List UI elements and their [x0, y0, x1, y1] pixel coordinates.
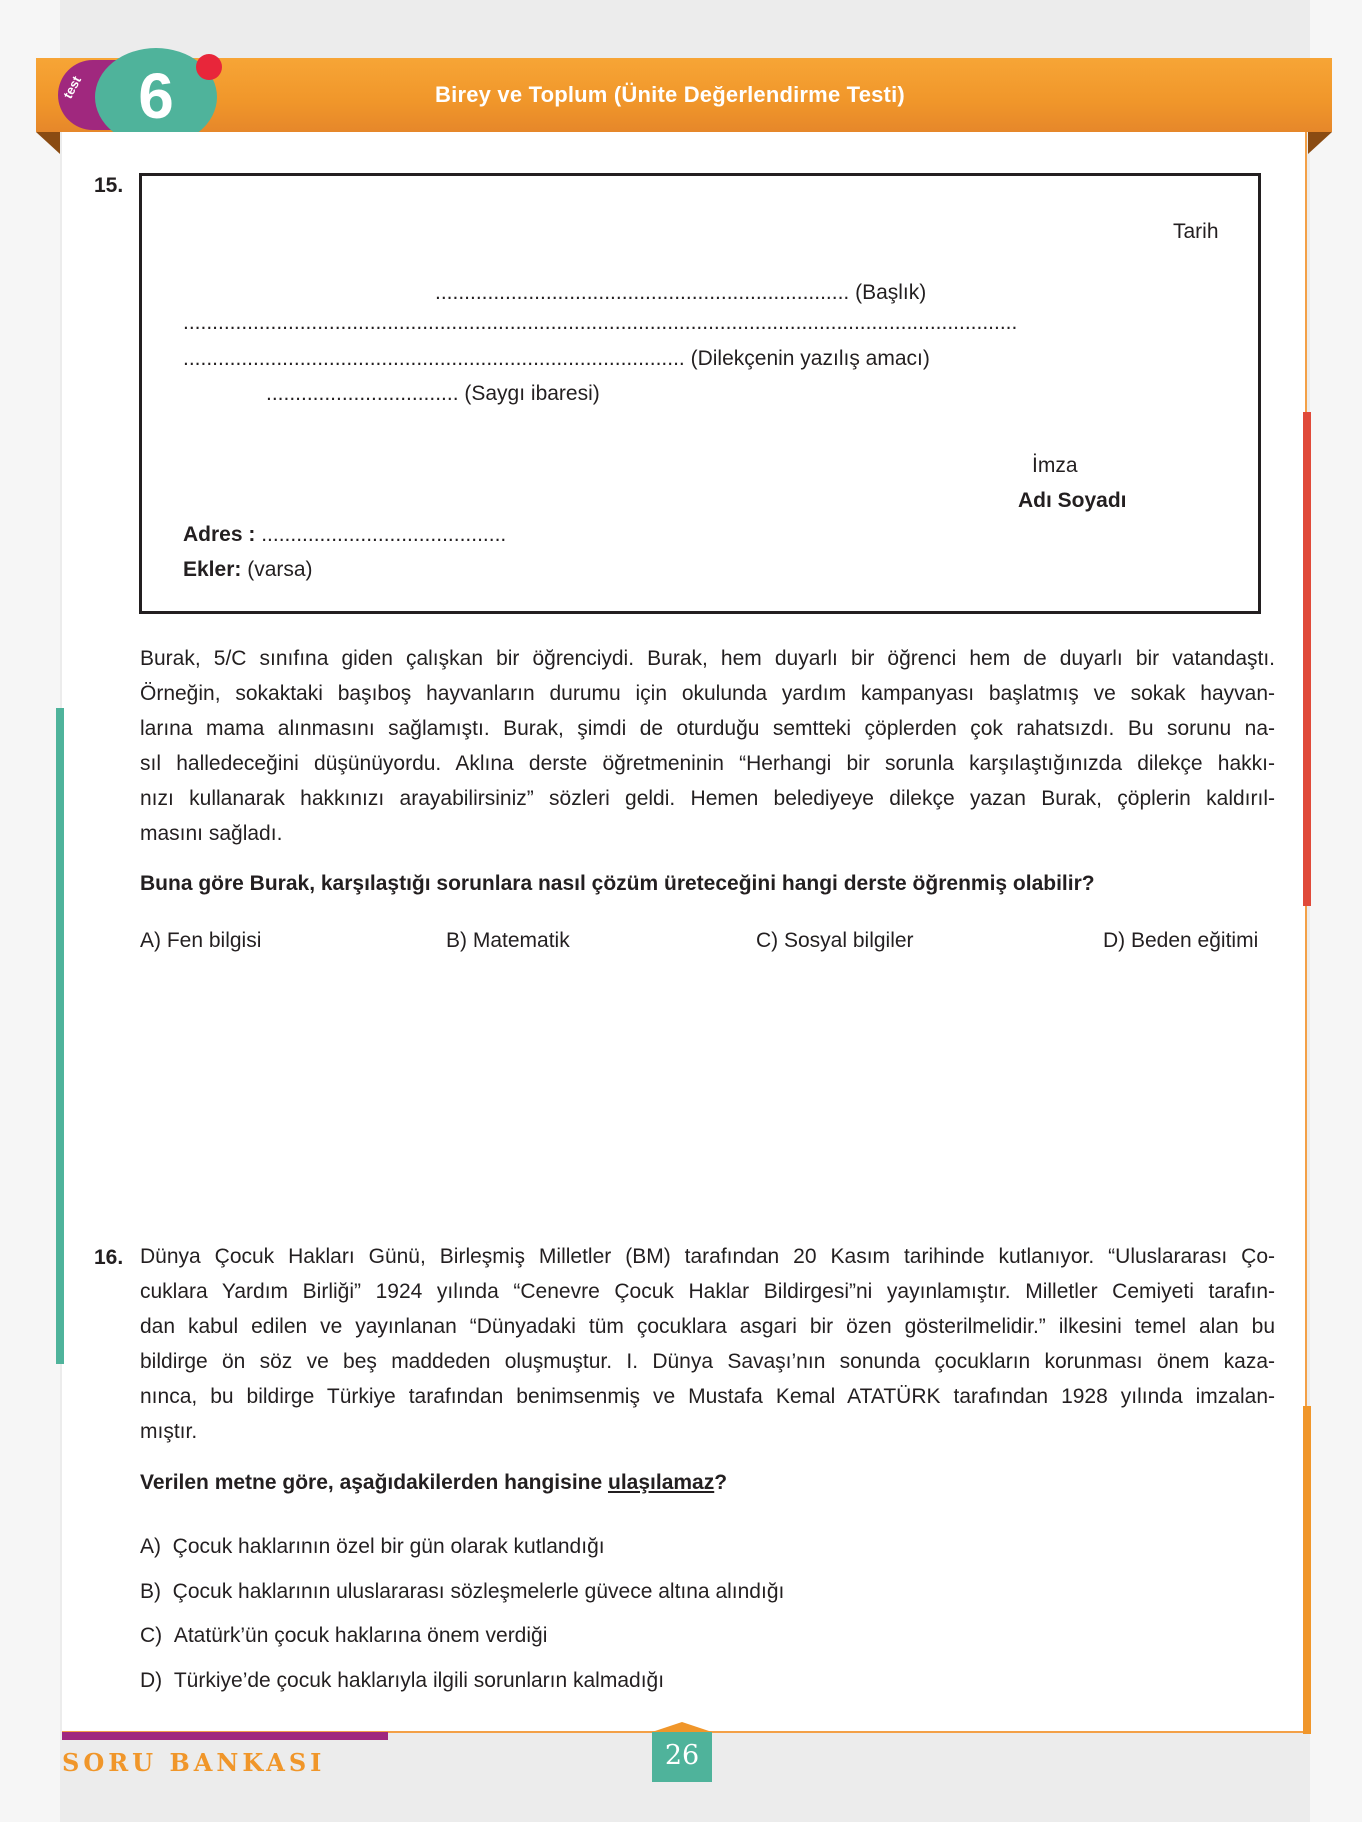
- q15-question: Buna göre Burak, karşılaştığı sorunlara nasıl çözüm üreteceğini hangi derste öğrenmiş olabilir?: [140, 872, 1095, 895]
- question-number: 16.: [94, 1246, 124, 1269]
- passage-line: dan kabul edilen ve yayınlanan “Dünyadaki tüm çocuklara asgari bir özen gösterilmelidir.” ilkesini temel alan bu: [140, 1315, 1275, 1338]
- option-letter: D): [140, 1669, 163, 1692]
- q15-option-b[interactable]: B) Matematik: [446, 929, 570, 952]
- passage-line: Örneğin, sokaktaki başıboş hayvanların durumu için okulunda yardım kampanyası başlatmış ve sokak hayvan-: [140, 682, 1275, 705]
- badge-dot-icon: [196, 54, 222, 80]
- form-address-label: Adres :: [183, 523, 256, 546]
- form-name: Adı Soyadı: [1018, 489, 1127, 512]
- option-text: Çocuk haklarının uluslararası sözleşmelerle güvece altına alındığı: [172, 1580, 785, 1603]
- footer-bar: [62, 1732, 388, 1740]
- form-title-line: ....................................................................... (Başlık): [435, 281, 927, 304]
- form-attachments-label: Ekler:: [183, 558, 242, 581]
- q16-option-b[interactable]: [140, 1580, 784, 1604]
- option-text: Türkiye’de çocuk haklarıyla ilgili sorunların kalmadığı: [173, 1669, 665, 1692]
- q15-option-d[interactable]: D) Beden eğitimi: [1103, 929, 1259, 952]
- form-date: Tarih: [1173, 220, 1219, 243]
- header-fold-left: [36, 132, 60, 154]
- form-address: [183, 523, 506, 547]
- form-body-line: ...................................................................................... (Dilekçenin yazılış amacı): [183, 347, 930, 370]
- background-tile: [0, 0, 60, 1822]
- header-fold-right: [1308, 132, 1332, 154]
- option-letter: B): [140, 1580, 161, 1603]
- q16-question-underlined: ulaşılamaz: [608, 1471, 715, 1494]
- q16-option-a[interactable]: [140, 1535, 605, 1559]
- option-letter: C): [140, 1624, 163, 1647]
- q15-passage: [140, 641, 1275, 851]
- q16-passage: [140, 1239, 1275, 1449]
- page-number-tab: [652, 1722, 712, 1732]
- passage-line: Dünya Çocuk Hakları Günü, Birleşmiş Milletler (BM) tarafından 20 Kasım tarihinde kutlanıyor. “Uluslararası Ço-: [140, 1245, 1275, 1268]
- option-letter: A): [140, 1535, 161, 1558]
- form-attachments-value: (varsa): [241, 558, 313, 581]
- q16-question: [140, 1471, 727, 1495]
- form-attachments: [183, 558, 313, 582]
- q15-option-a[interactable]: A) Fen bilgisi: [140, 929, 262, 952]
- passage-line: mıştır.: [140, 1420, 198, 1443]
- petition-form-box: [139, 173, 1261, 614]
- form-respect-line: ................................. (Saygı ibaresi): [266, 382, 600, 405]
- q16-option-c[interactable]: [140, 1624, 547, 1648]
- passage-line: nınca, bu bildirge Türkiye tarafından benimsenmiş ve Mustafa Kemal ATATÜRK tarafından 1928 yılında imzalan-: [140, 1385, 1275, 1408]
- header-title: Birey ve Toplum (Ünite Değerlendirme Testi): [435, 82, 905, 107]
- option-text: Atatürk’ün çocuk haklarına önem verdiği: [173, 1624, 548, 1647]
- passage-line: sıl halledeceğini düşünüyordu. Aklına derste öğretmeninin “Herhangi bir sorunla karşılaştığınızda dilekçe hakkı-: [140, 752, 1275, 775]
- passage-line: Burak, 5/C sınıfına giden çalışkan bir öğrenciydi. Burak, hem duyarlı bir öğrenci hem de duyarlı bir vatandaştı.: [140, 647, 1275, 670]
- question-number: 15.: [94, 174, 124, 197]
- form-body-line: ...............................................................................................................................................: [183, 311, 1018, 334]
- passage-line: larına mama alınmasını sağlamıştı. Burak, şimdi de oturduğu semtteki çöplerden çok rahatsızdı. Bu sorunu na-: [140, 717, 1275, 740]
- background-tile: [1310, 0, 1362, 1822]
- accent-bar-orange: [1303, 1406, 1311, 1734]
- form-signature: İmza: [1032, 454, 1078, 477]
- accent-bar-teal: [56, 708, 64, 1364]
- footer-label: SORU BANKASI: [62, 1748, 326, 1777]
- option-text: Çocuk haklarının özel bir gün olarak kutlandığı: [172, 1535, 605, 1558]
- passage-line: bildirge ön söz ve beş maddeden oluşmuştur. I. Dünya Savaşı’nın sonunda çocukların korunması önem kaza-: [140, 1350, 1275, 1373]
- q16-question-suffix: ?: [714, 1471, 728, 1494]
- test-number: 6: [138, 60, 174, 132]
- passage-line: nızı kullanarak hakkınızı arayabilirsiniz” sözleri geldi. Hemen belediyeye dilekçe yazan Burak, çöplerin kaldırıl-: [140, 787, 1275, 810]
- test-badge-label: test: [60, 73, 85, 102]
- q15-option-c[interactable]: C) Sosyal bilgiler: [756, 929, 914, 952]
- passage-line: cuklara Yardım Birliği” 1924 yılında “Cenevre Çocuk Haklar Bildirgesi”ni yayınlamıştır. Milletler Cemiyeti tarafın-: [140, 1280, 1275, 1303]
- form-address-dots: ..........................................: [255, 523, 507, 546]
- q16-question-prefix: Verilen metne göre, aşağıdakilerden hangisine: [140, 1471, 608, 1494]
- page-number: 26: [652, 1732, 712, 1782]
- q16-option-d[interactable]: [140, 1669, 664, 1693]
- accent-bar-red: [1303, 412, 1311, 906]
- passage-line: masını sağladı.: [140, 822, 283, 845]
